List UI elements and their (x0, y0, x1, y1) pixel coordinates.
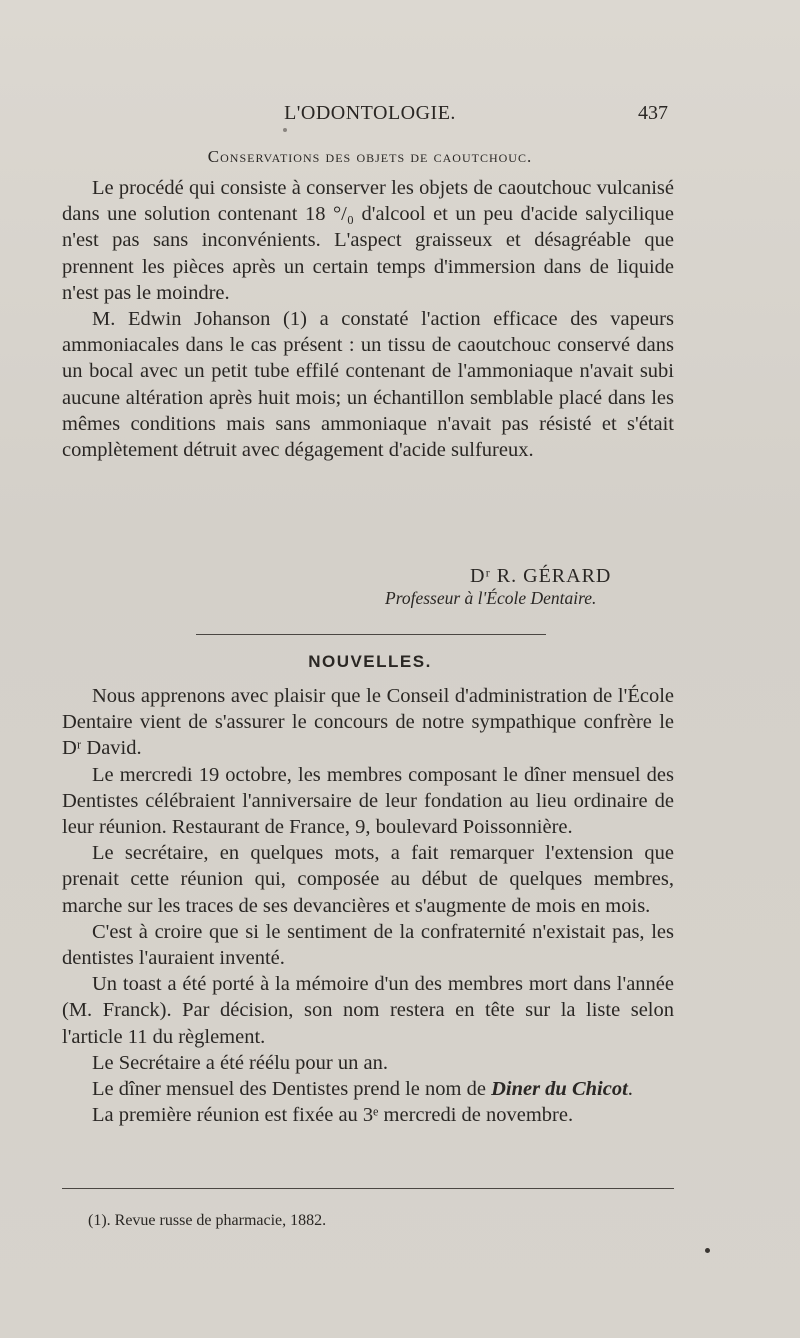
article-paragraph-1: Le procédé qui consiste à conserver les objets de caoutchouc vulcanisé dans une solution contenant 18 °/₀ d'alcool et un peu d'acide salycilique n'est pas sans inconvénients. L'aspect graisseux et désagréable que prennent les pièces après un certain temps d'immersion dans de liquide n'est pas le moindre. (62, 177, 674, 304)
nouvelles-paragraph-4: C'est à croire que si le sentiment de la confraternité n'existait pas, les dentistes l'auraient inventé. (62, 920, 674, 970)
nouvelles-paragraph-6: Le Secrétaire a été réélu pour un an. (92, 1051, 388, 1074)
nouvelles-paragraph-2: Le mercredi 19 octobre, les membres composant le dîner mensuel des Dentistes célébraient l'anniversaire de leur fondation au lieu ordinaire de leur réunion. Restaurant de France, 9, boulevard Poissonnière. (62, 763, 674, 839)
footnote-rule (62, 1188, 674, 1189)
diner-title: Diner du Chicot (491, 1078, 628, 1101)
footnote: (1). Revue russe de pharmacie, 1882. (88, 1212, 327, 1229)
diner-end: . (627, 1078, 633, 1101)
running-title: L'ODONTOLOGIE. (284, 102, 456, 124)
ink-speck (283, 128, 287, 132)
page-number: 437 (638, 102, 668, 124)
nouvelles-paragraph-3: Le secrétaire, en quelques mots, a fait remarquer l'extension que prenait cette réunion qui, composée au début de quelques membres, marche sur les traces de ses devancières et s'augmente de mois en mois. (62, 842, 674, 917)
article-body (62, 175, 674, 463)
section-divider (196, 634, 546, 635)
nouvelles-paragraph-1: Nous apprenons avec plaisir que le Conseil d'administration de l'École Dentaire vient de s'assurer le concours de notre sympathique confrère le Dʳ David. (62, 685, 674, 760)
running-head (0, 102, 800, 132)
ink-dot (705, 1248, 710, 1253)
nouvelles-paragraph-5: Un toast a été porté à la mémoire d'un des membres mort dans l'année (M. Franck). Par décision, son nom restera en tête sur la liste selon l'article 11 du règlement. (62, 973, 674, 1048)
diner-text: Le dîner mensuel des Dentistes prend le nom de (92, 1078, 492, 1101)
article-paragraph-2: M. Edwin Johanson (1) a constaté l'action efficace des vapeurs ammoniacales dans le cas présent : un tissu de caoutchouc conservé dans un bocal avec un petit tube effilé contenant de l'ammoniaque n'avait subi aucune altération après huit mois; un échantillon semblable placé dans les mêmes conditions mais sans ammoniaque n'avait pas résisté et s'était complètement détruit avec dégagement d'acide sulfureux. (62, 308, 674, 462)
nouvelles-paragraph-8: La première réunion est fixée au 3ᵉ mercredi de novembre. (92, 1104, 574, 1127)
nouvelles-heading: NOUVELLES. (308, 652, 432, 671)
signature-role: Professeur à l'École Dentaire. (385, 588, 597, 608)
signature-name: Dʳ R. GÉRARD (470, 565, 612, 587)
nouvelles-body (62, 683, 674, 1128)
nouvelles-paragraph-7 (62, 1076, 674, 1102)
article-heading: Conservations des objets de caoutchouc. (207, 147, 533, 166)
